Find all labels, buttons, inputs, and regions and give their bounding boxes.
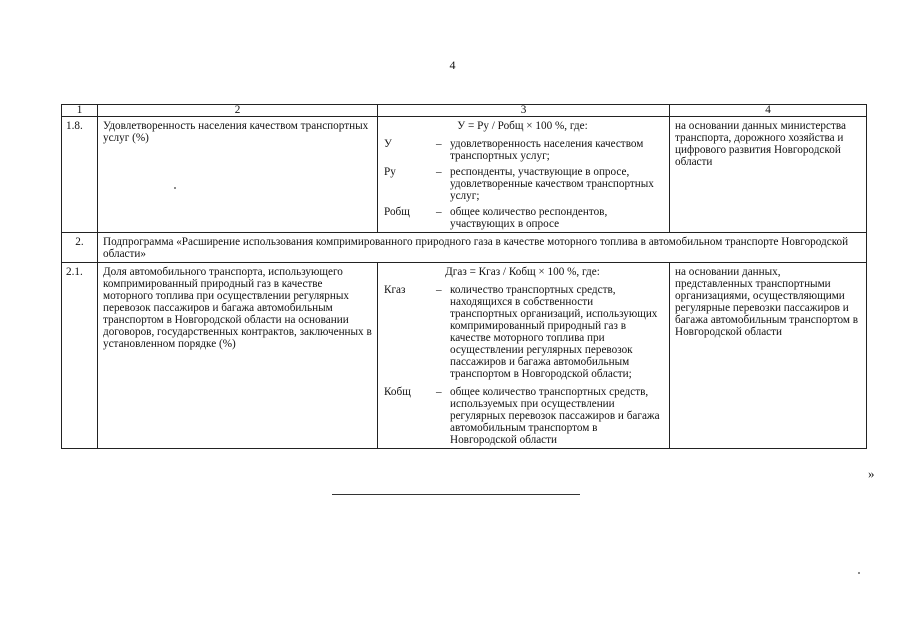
variable-definition	[384, 138, 661, 162]
closing-quote: »	[868, 466, 875, 481]
variable-definition	[384, 284, 661, 380]
dash: –	[436, 284, 442, 296]
data-source: на основании данных министерства транспорта, дорожного хозяйства и цифрового развития Новгородской области	[670, 117, 867, 233]
formula: Дгаз = Кгаз / Кобщ × 100 %, где:	[445, 266, 600, 278]
variable-definition	[384, 206, 661, 230]
header-cell-1: 1	[62, 105, 98, 117]
scan-speck	[858, 572, 860, 574]
row-number: 1.8.	[62, 117, 98, 233]
table-row	[62, 233, 867, 263]
formula: У = Ру / Робщ × 100 %, где:	[457, 120, 588, 132]
variable-definition	[384, 386, 661, 446]
variable-symbol: Кгаз	[384, 284, 406, 296]
variable-definition	[384, 166, 661, 202]
variable-description: общее количество респондентов, участвующих в опросе	[450, 206, 608, 230]
variable-description: удовлетворенность населения качеством транспортных услуг;	[450, 138, 644, 162]
indicator-name: Доля автомобильного транспорта, использующего компримированный природный газ в качестве моторного топлива при осуществлении регулярных перевозок пассажиров и багажа автомобильным транспортом в Новгородской области на основании договоров, государственных контрактов, заключенных в установленном порядке (%)	[98, 263, 378, 449]
dash: –	[436, 206, 442, 218]
variable-symbol: Робщ	[384, 206, 410, 218]
table-row	[62, 117, 867, 233]
variable-symbol: Кобщ	[384, 386, 411, 398]
dash: –	[436, 386, 442, 398]
table-row	[62, 263, 867, 449]
calculation-method	[378, 263, 670, 449]
header-cell-4: 4	[670, 105, 867, 117]
indicators-table	[61, 104, 867, 449]
variable-description: количество транспортных средств, находящихся в собственности транспортных организаций, использующих компримированный природный газ в качестве моторного топлива при осуществлении регулярных перевозок пассажиров и багажа автомобильным транспортом в Новгородской области;	[450, 284, 658, 380]
table-header-row	[62, 105, 867, 117]
page-number: 4	[449, 58, 456, 72]
dash: –	[436, 166, 442, 178]
header-cell-2: 2	[98, 105, 378, 117]
variable-symbol: Ру	[384, 166, 396, 178]
variable-symbol: У	[384, 138, 392, 150]
footnote-separator	[332, 494, 580, 495]
scan-speck	[174, 187, 176, 189]
header-cell-3: 3	[378, 105, 670, 117]
subprogram-title: Подпрограмма «Расширение использования компримированного природного газа в качестве моторного топлива в автомобильном транспорте Новгородской области»	[98, 233, 867, 263]
data-source: на основании данных, представленных транспортными организациями, осуществляющими регулярные перевозки пассажиров и багажа автомобильным транспортом в Новгородской области	[670, 263, 867, 449]
variable-description: респонденты, участвующие в опросе, удовлетворенные качеством транспортных услуг;	[450, 166, 654, 202]
indicator-name: Удовлетворенность населения качеством транспортных услуг (%)	[98, 117, 378, 233]
calculation-method	[378, 117, 670, 233]
dash: –	[436, 138, 442, 150]
row-number: 2.1.	[62, 263, 98, 449]
row-number: 2.	[62, 233, 98, 263]
variable-description: общее количество транспортных средств, используемых при осуществлении регулярных перевозок пассажиров и багажа автомобильным транспортом в Новгородской области	[450, 386, 660, 446]
